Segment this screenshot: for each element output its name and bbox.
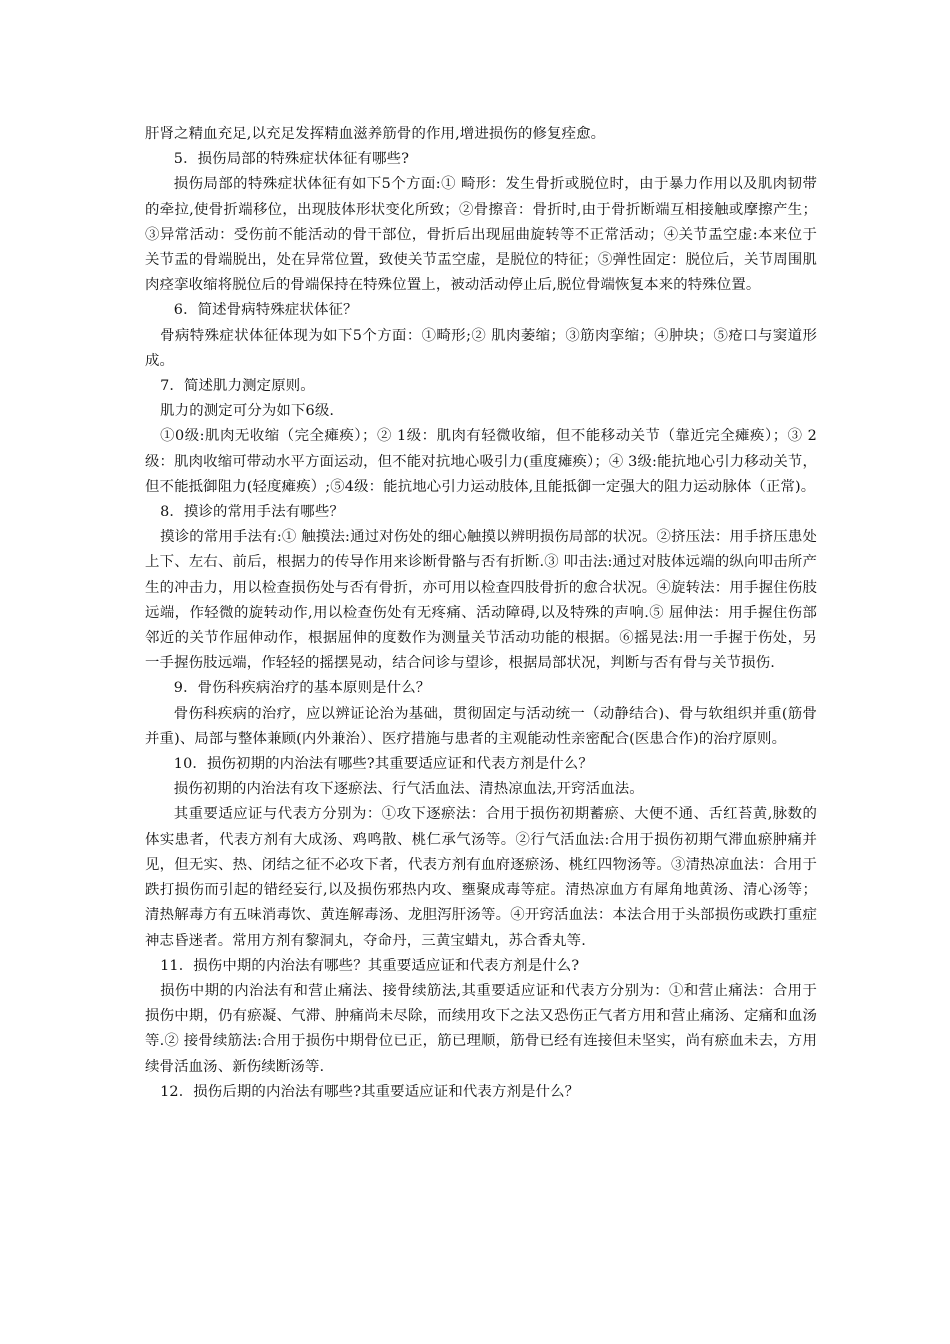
question-8-heading: 8．摸诊的常用手法有哪些？ [160, 504, 344, 521]
question-9-heading: 9．骨伤科疾病治疗的基本原则是什么？ [173, 680, 431, 697]
answer-10-intro: 损伤初期的内治法有攻下逐瘀法、行气活血法、清热凉血法,开窍活血法。 [173, 781, 644, 798]
answer-7-intro: 肌力的测定可分为如下6级. [160, 403, 335, 420]
answer-8-paragraph: 摸诊的常用手法有:① 触摸法:通过对伤处的细心触摸以辨明损伤局部的状况。②挤压法：用手挤压患处上下、左右、前后，根据力的传导作用来诊断骨骼与否有折断.③ 叩击法:通过对肢体远端的纵向叩击所产生的冲击力，用以检查损伤处与否有骨折，亦可用以检查四肢骨折的愈合状况。④旋转法：用手握住伤肢远端，作轻微的旋转动作,用以检查伤处有无疼痛、活动障碍,以及特殊的声响.⑤ 屈伸法：用手握住伤部邻近的关节作屈伸动作，根据屈伸的度数作为测量关节活动功能的根据。⑥摇晃法:用一手握于伤处，另一手握伤肢远端，作轻轻的摇摆晃动，结合问诊与望诊，根据局部状况，判断与否有骨与关节损伤. [145, 529, 817, 672]
question-10-heading: 10．损伤初期的内治法有哪些?其重要适应证和代表方剂是什么？ [173, 756, 593, 773]
paragraph-continuation: 肝肾之精血充足,以充足发挥精血滋养筋骨的作用,增进损伤的修复痊愈。 [145, 126, 606, 142]
answer-5-paragraph: 损伤局部的特殊症状体征有如下5个方面:① 畸形：发生骨折或脱位时，由于暴力作用以及肌肉韧带的牵拉,使骨折端移位，出现肢体形状变化所致；②骨擦音：骨折时,由于骨折断端互相接触或摩擦产生；③异常活动：受伤前不能活动的骨干部位，骨折后出现屈曲旋转等不正常活动；④关节盂空虚:本来位于关节盂的骨端脱出，处在异常位置，致使关节盂空虚，是脱位的特征；⑤弹性固定：脱位后，关节周围肌肉痉挛收缩将脱位后的骨端保持在特殊位置上，被动活动停止后,脱位骨端恢复本来的特殊位置。 [145, 176, 817, 294]
question-7-heading: 7．简述肌力测定原则。 [160, 378, 315, 395]
question-5-heading: 5．损伤局部的特殊症状体征有哪些? [173, 151, 410, 168]
answer-9-paragraph: 骨伤科疾病的治疗，应以辨证论治为基础，贯彻固定与活动统一（动静结合)、骨与软组织并重(筋骨并重)、局部与整体兼顾(内外兼治）、医疗措施与患者的主观能动性亲密配合(医患合作)的治疗原则。 [145, 705, 817, 747]
answer-11-paragraph: 损伤中期的内治法有和营止痛法、接骨续筋法,其重要适应证和代表方分别为：①和营止痛法：合用于损伤中期，仍有瘀凝、气滞、肿痛尚未尽除，而续用攻下之法又恐伤正气者方用和营止痛汤、定痛和血汤等.② 接骨续筋法:合用于损伤中期骨位已正，筋已理顺，筋骨已经有连接但未坚实，尚有瘀血未去，方用续骨活血汤、新伤续断汤等. [145, 982, 817, 1075]
answer-7-paragraph: ①0级:肌肉无收缩（完全瘫痪）；② 1级：肌肉有轻微收缩，但不能移动关节（靠近完全瘫痪）；③ 2级：肌肉收缩可带动水平方面运动，但不能对抗地心吸引力(重度瘫痪）；④ 3级:能抗地心引力移动关节，但不能抵御阻力(轻度瘫痪）;⑤4级：能抗地心引力运动肢体,且能抵御一定强大的阻力运动脉体（正常)。 [145, 428, 817, 495]
answer-10-paragraph: 其重要适应证与代表方分别为：①攻下逐瘀法：合用于损伤初期蓄瘀、大便不通、舌红苔黄,脉数的体实患者，代表方剂有大成汤、鸡鸣散、桃仁承气汤等。②行气活血法:合用于损伤初期气滞血瘀肿痛并见，但无实、热、闭结之征不必攻下者，代表方剂有血府逐瘀汤、桃红四物汤等。③清热凉血法：合用于跌打损伤而引起的错经妄行,以及损伤邪热内攻、壅聚成毒等症。清热凉血方有犀角地黄汤、清心汤等；清热解毒方有五味消毒饮、黄连解毒汤、龙胆泻肝汤等。④开窍活血法：本法合用于头部损伤或跌打重症神志昏迷者。常用方剂有黎洞丸，夺命丹，三黄宝蜡丸，苏合香丸等. [145, 806, 817, 949]
answer-6-paragraph: 骨病特殊症状体征体现为如下5个方面：①畸形;② 肌肉萎缩；③筋肉挛缩；④肿块；⑤疮口与窦道形成。 [145, 327, 817, 369]
document-page [145, 122, 817, 1105]
question-11-heading: 11．损伤中期的内治法有哪些？其重要适应证和代表方剂是什么? [160, 957, 580, 974]
question-12-heading: 12．损伤后期的内治法有哪些?其重要适应证和代表方剂是什么？ [160, 1083, 580, 1100]
question-6-heading: 6．简述骨病特殊症状体征？ [173, 302, 358, 319]
